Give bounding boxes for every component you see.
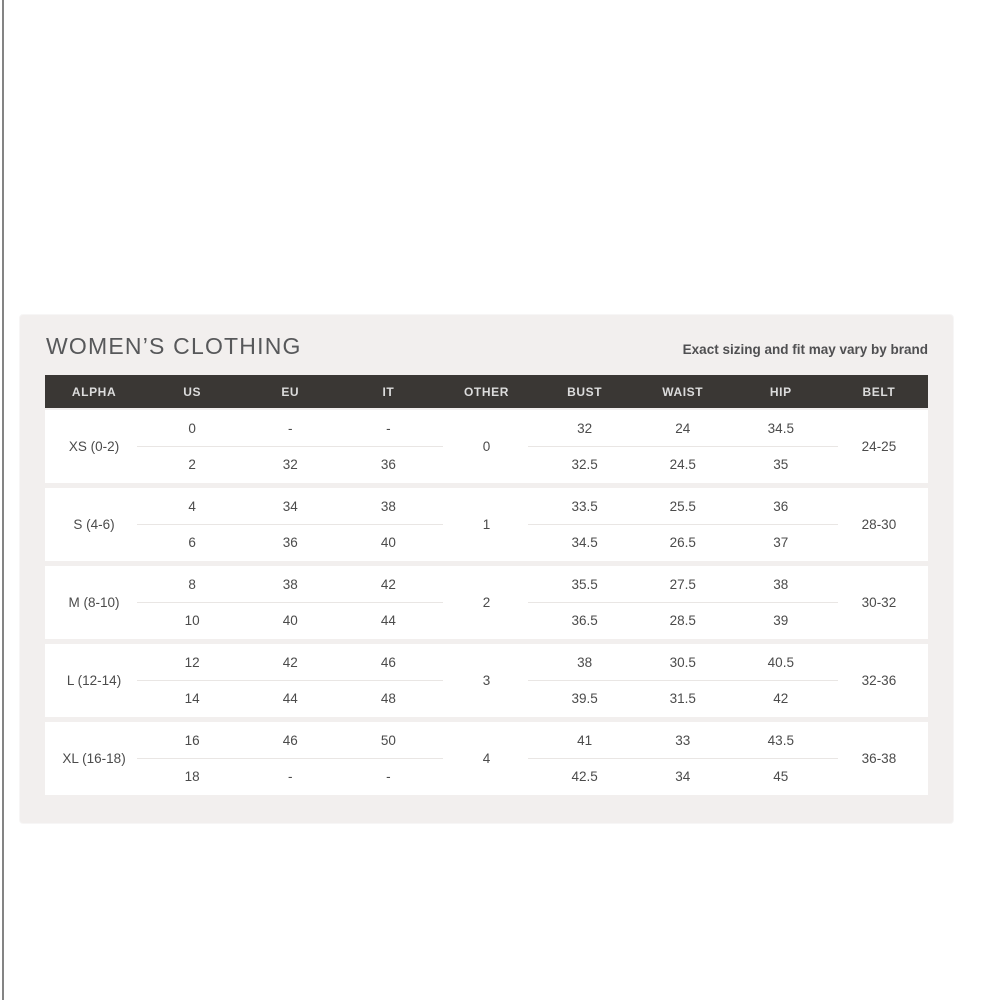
row-divider <box>137 680 443 681</box>
other-value: 3 <box>482 673 491 688</box>
it-value: 42 <box>380 576 396 592</box>
eu-value: - <box>288 420 293 436</box>
column-header-it: IT <box>382 384 395 399</box>
bust-value: 39.5 <box>571 691 598 707</box>
us-value: 6 <box>188 535 196 551</box>
size-chart-card <box>20 315 953 823</box>
bust-value: 41 <box>577 732 593 748</box>
column-header-bust: BUST <box>567 384 603 399</box>
waist-value: 34 <box>675 769 691 785</box>
hip-value: 40.5 <box>767 654 794 670</box>
us-value: 0 <box>188 420 196 436</box>
row-divider <box>528 680 838 681</box>
hip-value: 38 <box>773 576 789 592</box>
column-header-other: OTHER <box>463 384 509 399</box>
size-group-m <box>45 566 928 639</box>
waist-value: 26.5 <box>669 535 696 551</box>
row-divider <box>137 602 443 603</box>
size-group-xl <box>45 722 928 795</box>
size-chart-header <box>45 332 928 360</box>
hip-value: 37 <box>773 535 789 551</box>
us-value: 14 <box>184 691 200 707</box>
eu-value: 42 <box>282 654 298 670</box>
waist-value: 30.5 <box>669 654 696 670</box>
eu-value: 32 <box>282 457 298 473</box>
alpha-size: L (12-14) <box>66 673 122 688</box>
it-value: 38 <box>380 498 396 514</box>
row-divider <box>137 446 443 447</box>
bust-value: 32 <box>577 420 593 436</box>
waist-value: 31.5 <box>669 691 696 707</box>
other-value: 1 <box>482 517 491 532</box>
bust-value: 33.5 <box>571 498 598 514</box>
belt-value: 30-32 <box>861 595 897 610</box>
us-value: 18 <box>184 769 200 785</box>
bust-value: 36.5 <box>571 613 598 629</box>
us-value: 12 <box>184 654 200 670</box>
hip-value: 35 <box>773 457 789 473</box>
alpha-size: XL (16-18) <box>62 751 126 766</box>
us-value: 2 <box>188 457 196 473</box>
it-value: 50 <box>380 732 396 748</box>
waist-value: 28.5 <box>669 613 696 629</box>
bust-value: 42.5 <box>571 769 598 785</box>
row-divider <box>528 524 838 525</box>
column-header-alpha: ALPHA <box>71 384 117 399</box>
eu-value: 36 <box>282 535 298 551</box>
it-value: - <box>386 420 391 436</box>
waist-value: 25.5 <box>669 498 696 514</box>
waist-value: 27.5 <box>669 576 696 592</box>
belt-value: 32-36 <box>861 673 897 688</box>
page-title: WOMEN’S CLOTHING <box>46 333 302 359</box>
sizing-disclaimer: Exact sizing and fit may vary by brand <box>682 342 928 357</box>
column-header-hip: HIP <box>769 384 792 399</box>
hip-value: 45 <box>773 769 789 785</box>
waist-value: 24 <box>675 420 691 436</box>
column-header-us: US <box>183 384 202 399</box>
belt-value: 28-30 <box>861 517 897 532</box>
it-value: 40 <box>380 535 396 551</box>
bust-value: 32.5 <box>571 457 598 473</box>
row-divider <box>528 602 838 603</box>
alpha-size: S (4-6) <box>73 517 115 532</box>
column-header-eu: EU <box>281 384 300 399</box>
size-group-l <box>45 644 928 717</box>
row-divider <box>137 524 443 525</box>
waist-value: 24.5 <box>669 457 696 473</box>
eu-value: 46 <box>282 732 298 748</box>
column-header-waist: WAIST <box>662 384 704 399</box>
other-value: 0 <box>482 439 491 454</box>
eu-value: 34 <box>282 498 298 514</box>
column-header-belt: BELT <box>862 384 896 399</box>
it-value: - <box>386 769 391 785</box>
table-header-row <box>45 375 928 408</box>
bust-value: 38 <box>577 654 593 670</box>
row-divider <box>528 758 838 759</box>
hip-value: 36 <box>773 498 789 514</box>
us-value: 10 <box>184 613 200 629</box>
eu-value: - <box>288 769 293 785</box>
row-divider <box>528 446 838 447</box>
table-body <box>45 410 928 795</box>
waist-value: 33 <box>675 732 691 748</box>
eu-value: 38 <box>282 576 298 592</box>
eu-value: 40 <box>282 613 298 629</box>
it-value: 36 <box>380 457 396 473</box>
it-value: 48 <box>380 691 396 707</box>
it-value: 44 <box>380 613 396 629</box>
hip-value: 43.5 <box>767 732 794 748</box>
alpha-size: M (8-10) <box>68 595 120 610</box>
eu-value: 44 <box>282 691 298 707</box>
hip-value: 42 <box>773 691 789 707</box>
size-group-s <box>45 488 928 561</box>
hip-value: 39 <box>773 613 789 629</box>
us-value: 8 <box>188 576 196 592</box>
left-edge-divider <box>2 0 4 1000</box>
bust-value: 34.5 <box>571 535 598 551</box>
alpha-size: XS (0-2) <box>68 439 120 454</box>
belt-value: 24-25 <box>861 439 897 454</box>
hip-value: 34.5 <box>767 420 794 436</box>
us-value: 4 <box>188 498 196 514</box>
size-group-xs <box>45 410 928 483</box>
us-value: 16 <box>184 732 200 748</box>
other-value: 2 <box>482 595 491 610</box>
it-value: 46 <box>380 654 396 670</box>
belt-value: 36-38 <box>861 751 897 766</box>
other-value: 4 <box>482 751 491 766</box>
bust-value: 35.5 <box>571 576 598 592</box>
row-divider <box>137 758 443 759</box>
